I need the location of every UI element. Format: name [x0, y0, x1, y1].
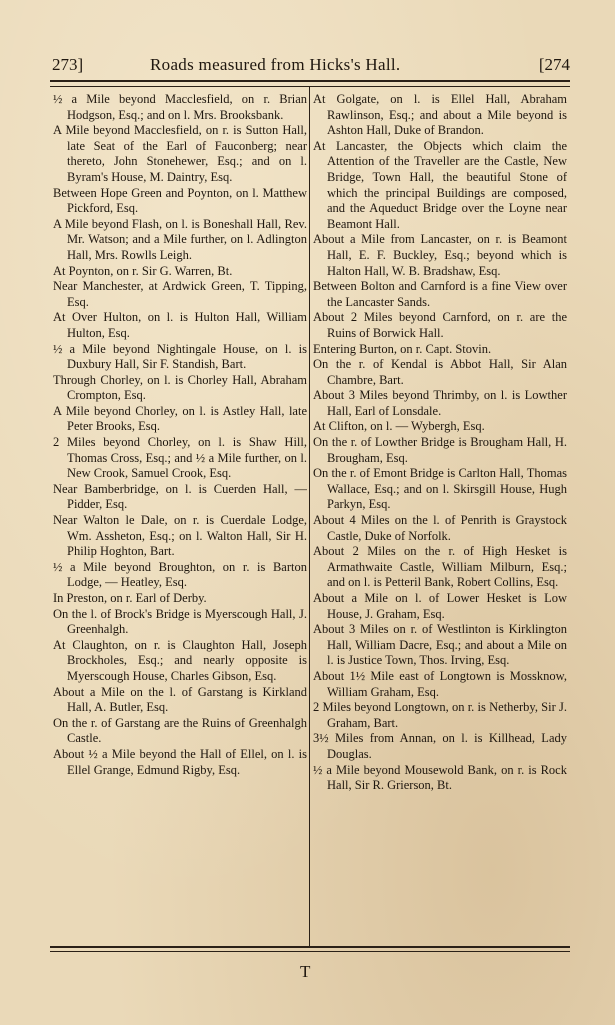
route-entry: About 3 Miles beyond Thrimby, on l. is Lowther Hall, Earl of Lonsdale.: [313, 388, 567, 418]
footer-rule-thin: [50, 951, 570, 952]
column-divider: [309, 86, 310, 946]
route-entry: ½ a Mile beyond Mousewold Bank, on r. is Rock Hall, Sir R. Grierson, Bt.: [313, 762, 567, 793]
route-entry: At Clifton, on l. — Wybergh, Esq.: [313, 419, 485, 434]
left-page-number: 273]: [52, 55, 84, 74]
route-entry: About 2 Miles beyond Carnford, on r. are the Ruins of Borwick Hall.: [313, 310, 567, 340]
route-entry: About 2 Miles on the r. of High Hesket is Armathwaite Castle, William Milburn, Esq.; and on l. is Petteril Bank, Robert Collins, Esq.: [313, 544, 567, 590]
route-entry: Near Bamberbridge, on l. is Cuerden Hall, — Pidder, Esq.: [53, 481, 307, 512]
route-entry: About 4 Miles on the l. of Penrith is Graystock Castle, Duke of Norfolk.: [313, 513, 567, 543]
right-column: [313, 92, 567, 942]
left-column: [53, 92, 307, 942]
right-page-number: [274: [538, 55, 570, 74]
route-entry: On the r. of Garstang are the Ruins of Greenhalgh Castle.: [53, 715, 307, 746]
page-header: [50, 52, 570, 80]
route-entry: About a Mile on l. of Lower Hesket is Low House, J. Graham, Esq.: [313, 591, 567, 621]
route-entry: A Mile beyond Macclesfield, on r. is Sutton Hall, late Seat of the Earl of Fauconberg; near thereto, John Stonehewer, Esq.; and on l. Byram's House, M. Daintry, Esq.: [53, 123, 307, 184]
route-entry: At Golgate, on l. is Ellel Hall, Abraham Rawlinson, Esq.; and about a Mile beyond is Ashton Hall, Duke of Brandon.: [313, 92, 567, 138]
route-entry: On the l. of Brock's Bridge is Myerscough Hall, J. Greenhalgh.: [53, 606, 307, 637]
route-entry: At Poynton, on r. Sir G. Warren, Bt.: [53, 263, 233, 278]
route-entry: A Mile beyond Chorley, on l. is Astley Hall, late Peter Brooks, Esq.: [53, 403, 307, 434]
header-rule-thin: [50, 86, 570, 87]
route-entry: At Claughton, on r. is Claughton Hall, Joseph Brockholes, Esq.; and nearly opposite is Myerscough House, Charles Gibson, Esq.: [53, 637, 307, 683]
route-entry: Between Hope Green and Poynton, on l. Matthew Pickford, Esq.: [53, 185, 307, 216]
route-entry: ½ a Mile beyond Macclesfield, on r. Brian Hodgson, Esq.; and on l. Mrs. Brooksbank.: [53, 92, 307, 122]
route-entry: On the r. of Kendal is Abbot Hall, Sir Alan Chambre, Bart.: [313, 357, 567, 387]
route-entry: In Preston, on r. Earl of Derby.: [53, 591, 207, 605]
route-entry: ½ a Mile beyond Nightingale House, on l. is Duxbury Hall, Sir F. Standish, Bart.: [53, 341, 307, 372]
route-entry: Through Chorley, on l. is Chorley Hall, Abraham Crompton, Esq.: [53, 372, 307, 403]
route-entry: Near Manchester, at Ardwick Green, T. Tipping, Esq.: [53, 279, 307, 309]
route-entry: A Mile beyond Flash, on l. is Boneshall Hall, Rev. Mr. Watson; and a Mile further, on l. Adlington Hall, Mrs. Rowlls Leigh.: [53, 216, 307, 262]
route-entry: On the r. of Lowther Bridge is Brougham Hall, H. Brougham, Esq.: [313, 435, 567, 465]
route-entry: About ½ a Mile beyond the Hall of Ellel, on l. is Ellel Grange, Edmund Rigby, Esq.: [53, 746, 307, 777]
running-title: Roads measured from Hicks's Hall.: [150, 55, 401, 74]
route-entry: 2 Miles beyond Longtown, on r. is Netherby, Sir J. Graham, Bart.: [313, 700, 567, 730]
route-entry: About 1½ Mile east of Longtown is Mossknow, William Graham, Esq.: [313, 668, 567, 699]
route-entry: About a Mile from Lancaster, on r. is Beamont Hall, E. F. Buckley, Esq.; beyond which is Halton Hall, W. B. Bradshaw, Esq.: [313, 232, 567, 278]
route-entry: About 3 Miles on r. of Westlinton is Kirklington Hall, William Dacre, Esq.; and about a Mile on l. is Justice Town, Thos. Irving, Esq.: [313, 622, 567, 668]
route-entry: Entering Burton, on r. Capt. Stovin.: [313, 341, 492, 356]
signature-mark: T: [300, 962, 311, 981]
route-entry: At Lancaster, the Objects which claim the Attention of the Traveller are the Castle, New Bridge, Town Hall, the beautiful Stone of which the principal Buildings are composed, and the Aqueduct Bridge over the Loyne near Beamont Hall.: [313, 138, 567, 231]
footer-rule: [50, 946, 570, 948]
route-entry: 2 Miles beyond Chorley, on l. is Shaw Hill, Thomas Cross, Esq.; and ½ a Mile further, on l. New Crook, Samuel Crook, Esq.: [53, 435, 307, 481]
route-entry: 3½ Miles from Annan, on l. is Killhead, Lady Douglas.: [313, 731, 567, 761]
route-entry: About a Mile on the l. of Garstang is Kirkland Hall, A. Butler, Esq.: [53, 684, 307, 715]
route-entry: Between Bolton and Carnford is a fine View over the Lancaster Sands.: [313, 279, 567, 309]
route-entry: Near Walton le Dale, on r. is Cuerdale Lodge, Wm. Assheton, Esq.; on l. Walton Hall, Sir H. Philip Hoghton, Bart.: [53, 513, 307, 559]
route-entry: On the r. of Emont Bridge is Carlton Hall, Thomas Wallace, Esq.; and on l. Skirsgill House, Hugh Parkyn, Esq.: [313, 466, 567, 512]
route-entry: At Over Hulton, on l. is Hulton Hall, William Hulton, Esq.: [53, 310, 307, 340]
header-rule: [50, 80, 570, 82]
route-entry: ½ a Mile beyond Broughton, on r. is Barton Lodge, — Heatley, Esq.: [53, 559, 307, 590]
